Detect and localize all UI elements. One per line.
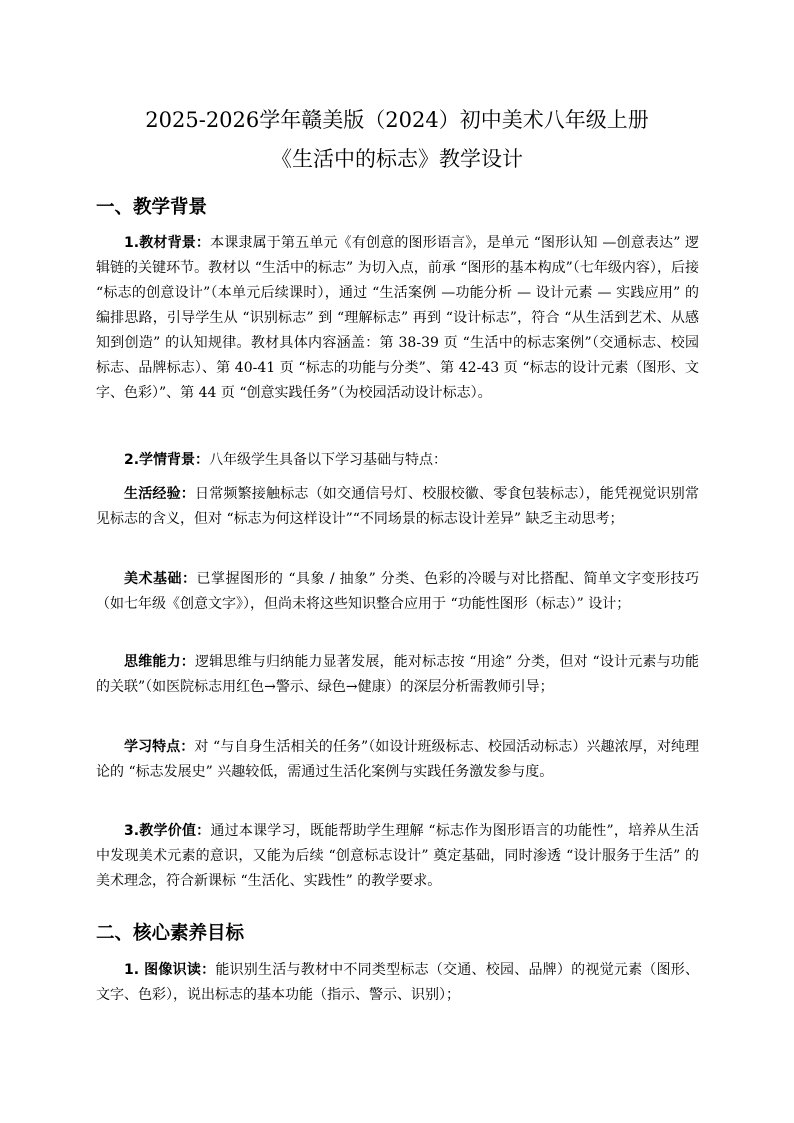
label-life-experience: 生活经验： — [124, 486, 195, 502]
text-teaching-value: 通过本课学习，既能帮助学生理解 “标志作为图形语言的功能性”，培养从生活中发现美术元素的意识，又能为后续 “创意标志设计” 奠定基础，同时渗透 “设计服务于生活” 的美术理念，符合新课标 “生活化、实践性” 的教学要求。 — [96, 823, 699, 889]
paragraph-life-experience — [96, 482, 699, 532]
paragraph-learner-background — [96, 448, 699, 473]
text-thinking-ability: 逻辑思维与归纳能力显著发展，能对标志按 “用途” 分类，但对 “设计元素与功能的关联”（如医院标志用红色→警示、绿色→健康）的深层分析需教师引导； — [96, 654, 700, 695]
paragraph-thinking-ability — [96, 650, 699, 700]
text-image-reading: 能识别生活与教材中不同类型标志（交通、校园、品牌）的视觉元素（图形、文字、色彩），说出标志的基本功能（指示、警示、识别）； — [96, 962, 699, 1003]
label-learning-traits: 学习特点： — [124, 739, 195, 755]
text-life-experience: 日常频繁接触标志（如交通信号灯、校服校徽、零食包装标志），能凭视觉识别常见标志的含义，但对 “标志为何这样设计”“不同场景的标志设计差异” 缺乏主动思考； — [96, 486, 699, 527]
document-title-line-1: 2025-2026学年赣美版（2024）初中美术八年级上册 — [145, 108, 649, 132]
section-heading-core-literacy: 二、核心素养目标 — [96, 923, 245, 944]
label-image-reading: 1. 图像识读： — [124, 962, 216, 978]
text-art-foundation: 已掌握图形的 “具象 / 抽象” 分类、色彩的冷暖与对比搭配、简单文字变形技巧（如七年级《创意文字》），但尚未将这些知识整合应用于 “功能性图形（标志）” 设计； — [96, 571, 699, 612]
label-thinking-ability: 思维能力： — [124, 654, 195, 670]
text-learner-background: 八年级学生具备以下学习基础与特点： — [209, 452, 448, 468]
label-learner-background: 2.学情背景： — [124, 452, 210, 468]
text-learning-traits: 对 “与自身生活相关的任务”（如设计班级标志、校园活动标志）兴趣浓厚，对纯理论的 “标志发展史” 兴趣较低，需通过生活化案例与实践任务激发参与度。 — [96, 739, 700, 780]
document-title-line-2: 《生活中的标志》教学设计 — [271, 147, 523, 171]
text-textbook-background: 本课隶属于第五单元《有创意的图形语言》，是单元 “图形认知 —创意表达” 逻辑链的关键环节。教材以 “生活中的标志” 为切入点，前承 “图形的基本构成”（七年级内容），后接 “标志的创意设计”（本单元后续课时），通过 “生活案例 —功能分析 — 设计元素 — 实践应用” 的编排思路，引导学生从 “识别标志” 到 “理解标志” 再到 “设计标志”，符合 “从生活到艺术、从感知到创造” 的认知规律。教材具体内容涵盖：第 38-39 页 “生活中的标志案例”（交通标志、校园标志、品牌标志）、第 40-41 页 “标志的功能与分类”、第 42-43 页 “标志的设计元素（图形、文字、色彩）”、第 44 页 “创意实践任务”（为校园活动设计标志）。 — [96, 235, 700, 401]
label-textbook-background: 1.教材背景： — [124, 235, 211, 251]
label-art-foundation: 美术基础： — [124, 571, 197, 587]
paragraph-teaching-value — [96, 819, 699, 894]
section-heading-background: 一、教学背景 — [96, 197, 208, 218]
paragraph-learning-traits — [96, 735, 699, 785]
paragraph-textbook-background — [96, 231, 699, 406]
paragraph-art-foundation — [96, 567, 699, 617]
label-teaching-value: 3.教学价值： — [124, 823, 211, 839]
paragraph-image-reading — [96, 958, 699, 1008]
